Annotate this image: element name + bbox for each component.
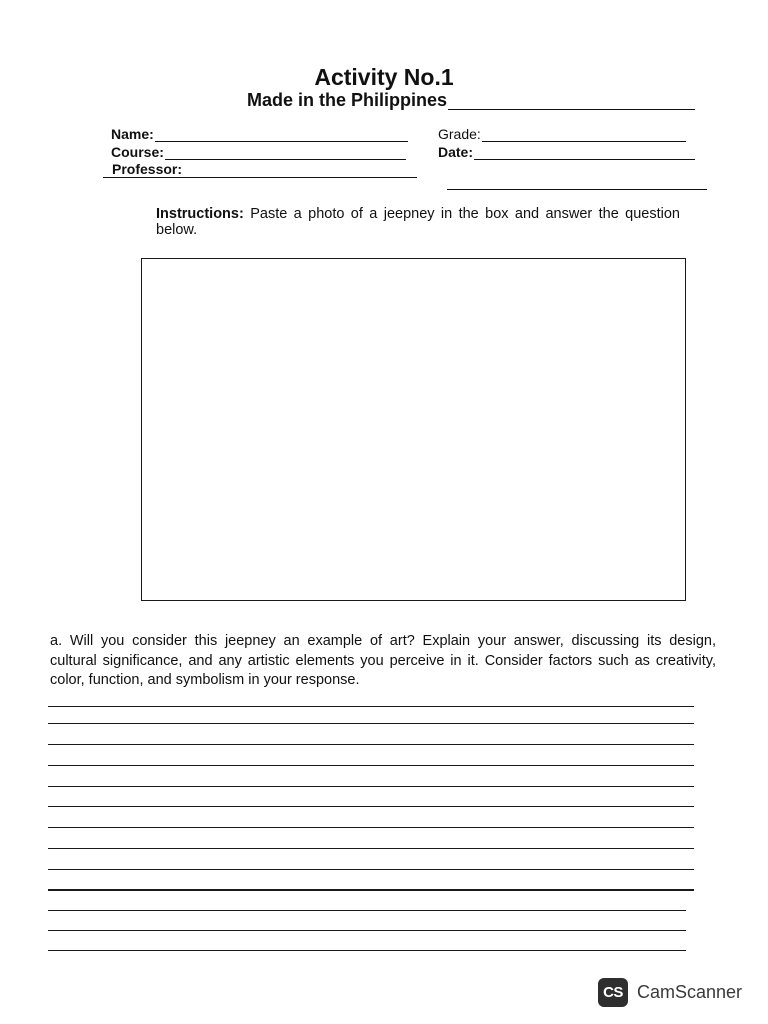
question-line: a. Will you consider this jeepney an example of art? Explain your answer, discussing its design, [50,633,716,649]
subtitle-blank-line [448,91,695,110]
answer-line [48,806,694,807]
answer-line [48,930,686,931]
answer-line [48,765,694,766]
instructions-label: Instructions: [156,206,244,222]
professor-field [103,162,417,178]
camscanner-logo-text: CamScanner [637,981,743,1002]
date-blank-line [474,145,695,160]
date-label: Date: [438,144,474,160]
camscanner-watermark [598,977,742,1007]
answer-line [48,723,694,724]
instructions [156,206,680,238]
instructions-text: Paste a photo of a jeepney in the box and answer the question [250,206,680,222]
name-label: Name: [111,126,154,142]
instructions-line [156,206,680,222]
photo-paste-box [141,258,686,601]
camscanner-logo-icon: CS [598,978,628,1007]
answer-line [48,889,694,891]
answer-line [48,706,694,707]
question-line: color, function, and symbolism in your response. [50,672,360,688]
extra-blank-line [447,189,707,190]
answer-line [48,848,694,849]
subtitle: Made in the Philippines [247,90,448,110]
date-field [438,145,695,160]
answer-line [48,827,694,828]
grade-field [438,127,686,142]
name-blank-line [155,127,408,142]
course-blank-line [165,145,406,160]
subtitle-row [247,91,695,110]
grade-label: Grade: [438,126,481,142]
answer-line [48,869,694,870]
professor-label: Professor: [112,161,183,177]
course-label: Course: [111,144,164,160]
question-text [50,632,716,691]
answer-line [48,910,686,911]
name-field [111,127,408,142]
course-field [111,145,406,160]
question-line: cultural significance, and any artistic elements you perceive in it. Consider factors such as creativity, [50,652,716,669]
activity-title: Activity No.1 [314,64,454,90]
answer-line [48,744,694,745]
answer-line [48,786,694,787]
answer-line [48,950,686,951]
instructions-line: below. [156,222,198,238]
grade-blank-line [482,127,686,142]
